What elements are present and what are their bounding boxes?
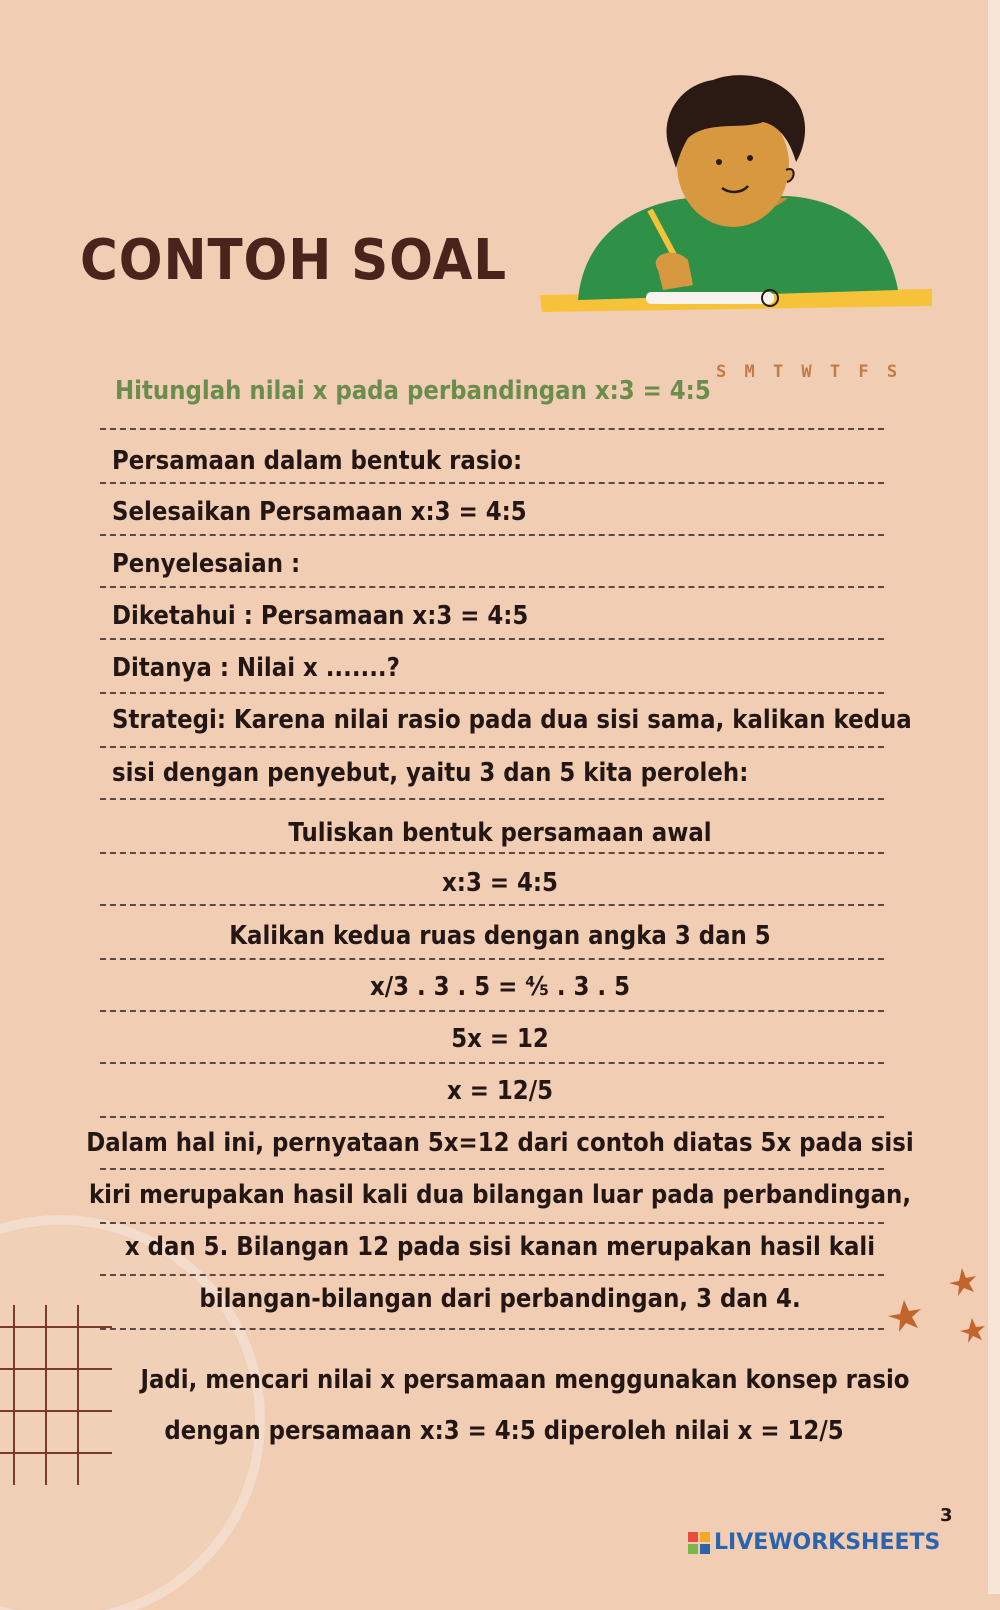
line-strategy-2: sisi dengan penyebut, yaitu 3 dan 5 kita peroleh: [112,758,749,788]
step-answer: x = 12/5 [447,1076,553,1106]
rule-line [100,1274,884,1276]
rule-line [100,1062,884,1064]
page-number: 3 [940,1505,953,1526]
rule-line [100,1010,884,1012]
rule-line [100,958,884,960]
line-ratio-form: Persamaan dalam bentuk rasio: [112,446,523,476]
rule-line [100,586,884,588]
rule-line [100,1168,884,1170]
rule-line [100,1116,884,1118]
rule-line [100,692,884,694]
rule-line [100,428,884,430]
rule-line [100,1328,884,1330]
rule-line [100,1222,884,1224]
step-write-equation: Tuliskan bentuk persamaan awal [288,818,712,848]
rule-line [100,852,884,854]
step-result: 5x = 12 [451,1024,549,1054]
line-strategy-1: Strategi: Karena nilai rasio pada dua sisi sama, kalikan kedua [112,705,912,735]
explanation-line: kiri merupakan hasil kali dua bilangan luar pada perbandingan, [88,1180,912,1210]
rule-line [100,746,884,748]
step-multiply: x/3 . 3 . 5 = ⅘ . 3 . 5 [369,972,630,1002]
brand-text: LIVEWORKSHEETS [714,1530,941,1555]
rule-line [100,534,884,536]
explanation-line: x dan 5. Bilangan 12 pada sisi kanan merupakan hasil kali [124,1232,876,1262]
liveworksheets-icon [688,1532,710,1554]
page-title: CONTOH SOAL [80,228,508,293]
week-days-label: S M T W T F S [716,362,902,382]
star-icon [960,1318,985,1343]
step-multiply-instruction: Kalikan kedua ruas dengan angka 3 dan 5 [229,921,771,951]
conclusion-line: Jadi, mencari nilai x persamaan menggunakan konsep rasio [140,1365,910,1395]
grid-decoration [0,1305,120,1485]
line-known: Diketahui : Persamaan x:3 = 4:5 [112,601,529,631]
question-text: Hitunglah nilai x pada perbandingan x:3 = 4:5 [115,376,711,406]
conclusion-line: dengan persamaan x:3 = 4:5 diperoleh nilai x = 12/5 [164,1416,844,1446]
line-solution-heading: Penyelesaian : [112,549,301,579]
line-asked: Ditanya : Nilai x .......? [112,653,400,683]
rule-line [100,638,884,640]
rule-line [100,482,884,484]
boy-writing-illustration [538,70,938,320]
star-icon [949,1268,976,1296]
rule-line [100,798,884,800]
step-equation: x:3 = 4:5 [442,868,558,898]
liveworksheets-logo[interactable] [688,1530,940,1555]
explanation-line: bilangan-bilangan dari perbandingan, 3 dan 4. [199,1284,801,1314]
line-solve: Selesaikan Persamaan x:3 = 4:5 [112,497,527,527]
explanation-line: Dalam hal ini, pernyataan 5x=12 dari contoh diatas 5x pada sisi [86,1128,914,1158]
rule-line [100,904,884,906]
